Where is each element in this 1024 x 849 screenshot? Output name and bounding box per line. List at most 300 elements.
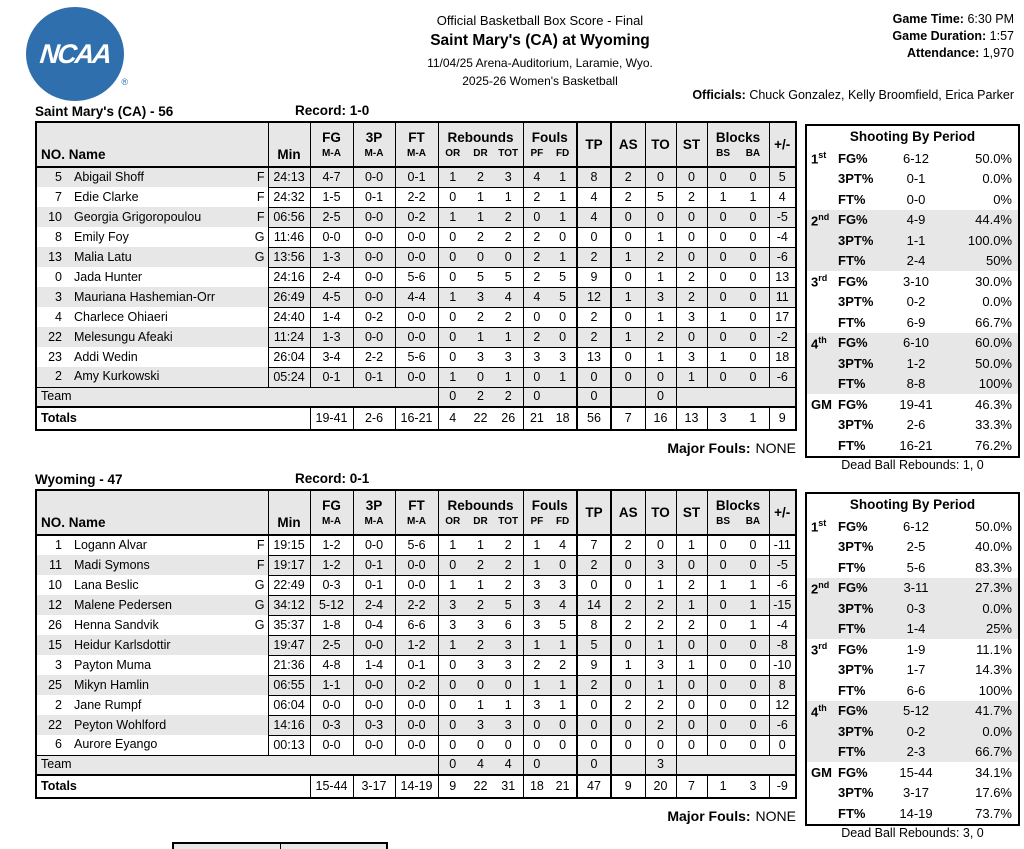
shooting-stat-row bbox=[807, 435, 1018, 456]
total-points: 0 bbox=[577, 695, 611, 715]
col-or: OR bbox=[445, 516, 461, 527]
personal-fouls: 2 bbox=[533, 229, 541, 244]
player-number: 7 bbox=[36, 187, 70, 207]
shooting-made-attempted: 6-10 bbox=[902, 335, 930, 351]
three-pt-made-attempted: 0-0 bbox=[353, 675, 395, 695]
shooting-stat-row bbox=[807, 537, 1018, 558]
player-row bbox=[36, 227, 796, 247]
shooting-percentage: 50% bbox=[985, 253, 1012, 269]
player-name-cell bbox=[70, 247, 268, 267]
fg-made-attempted: 1-1 bbox=[310, 675, 353, 695]
assists: 0 bbox=[611, 227, 645, 247]
fg-made-attempted: 1-2 bbox=[310, 555, 353, 575]
total-rebounds: 3 bbox=[504, 717, 512, 732]
steals: 2 bbox=[676, 575, 707, 595]
total-rebounds: 5 bbox=[504, 269, 512, 284]
col-fg-label: FG bbox=[322, 130, 341, 145]
fouls-cell bbox=[523, 595, 577, 615]
shooting-percentage: 100% bbox=[978, 682, 1012, 698]
rebounds-cell bbox=[438, 555, 523, 575]
turnovers: 2 bbox=[645, 715, 676, 735]
turnovers: 1 bbox=[645, 635, 676, 655]
personal-fouls: 0 bbox=[533, 209, 541, 224]
ft-made-attempted: 0-0 bbox=[395, 715, 438, 735]
shooting-stat-label: 3PT% bbox=[838, 294, 874, 310]
total-rebounds: 31 bbox=[501, 779, 516, 793]
steals: 0 bbox=[676, 327, 707, 347]
offensive-rebounds: 0 bbox=[449, 737, 457, 752]
shooting-made-attempted: 2-5 bbox=[906, 539, 926, 555]
assists: 0 bbox=[611, 367, 645, 387]
total-points: 2 bbox=[577, 327, 611, 347]
fouls-cell bbox=[523, 655, 577, 675]
shooting-percentage: 0% bbox=[993, 191, 1012, 207]
col-rebounds-subs bbox=[439, 516, 523, 527]
personal-fouls: 2 bbox=[533, 249, 541, 264]
minutes-played: 00:13 bbox=[268, 735, 310, 755]
team-row-label: Team bbox=[36, 755, 438, 775]
blocked-shots: 0 bbox=[719, 597, 727, 612]
fg-made-attempted: 2-4 bbox=[310, 267, 353, 287]
fg-made-attempted: 0-0 bbox=[310, 695, 353, 715]
shooting-percentage: 0.0% bbox=[982, 294, 1012, 310]
blocks-cell bbox=[707, 307, 769, 327]
personal-fouls: 0 bbox=[533, 757, 541, 772]
personal-fouls: 3 bbox=[533, 697, 541, 712]
offensive-rebounds: 0 bbox=[449, 229, 457, 244]
period-label bbox=[807, 273, 838, 289]
player-name: Malia Latu bbox=[74, 249, 132, 264]
player-position: G bbox=[254, 577, 265, 592]
shooting-percentage: 50.0% bbox=[975, 518, 1012, 534]
minutes-played: 11:46 bbox=[268, 227, 310, 247]
player-position: F bbox=[256, 538, 265, 552]
player-name: Abigail Shoff bbox=[74, 170, 144, 184]
fg-made-attempted: 4-8 bbox=[310, 655, 353, 675]
assists bbox=[611, 755, 645, 775]
col-dr: DR bbox=[473, 148, 488, 159]
shooting-stat-label: 3PT% bbox=[838, 232, 874, 248]
minutes-played: 05:24 bbox=[268, 367, 310, 387]
fg-made-attempted: 15-44 bbox=[310, 775, 353, 798]
period-number: GM bbox=[811, 764, 832, 780]
fouls-drawn: 18 bbox=[555, 411, 570, 425]
minutes-played: 06:04 bbox=[268, 695, 310, 715]
fouls-cell bbox=[523, 715, 577, 735]
ft-made-attempted: 1-2 bbox=[395, 635, 438, 655]
shooting-stat-label: FT% bbox=[838, 253, 866, 269]
defensive-rebounds: 2 bbox=[477, 557, 484, 572]
minutes-played: 06:55 bbox=[268, 675, 310, 695]
defensive-rebounds: 1 bbox=[477, 697, 484, 712]
col-ft bbox=[395, 122, 438, 167]
shooting-percentage: 50.0% bbox=[975, 150, 1012, 166]
col-blocks-label: Blocks bbox=[715, 130, 761, 145]
player-name: Madi Symons bbox=[74, 557, 150, 572]
fouls-cell bbox=[523, 615, 577, 635]
period-ordinal: st bbox=[818, 150, 827, 161]
col-fg-label: FG bbox=[322, 498, 341, 513]
total-points: 8 bbox=[577, 615, 611, 635]
personal-fouls: 3 bbox=[533, 349, 541, 364]
shooting-stat-row bbox=[807, 312, 1018, 333]
steals: 1 bbox=[676, 595, 707, 615]
player-position: F bbox=[256, 170, 265, 184]
player-name: Edie Clarke bbox=[74, 189, 139, 204]
defensive-rebounds: 1 bbox=[477, 189, 484, 204]
three-pt-made-attempted: 0-0 bbox=[353, 247, 395, 267]
fouls-cell bbox=[523, 267, 577, 287]
officials-names: Chuck Gonzalez, Kelly Broomfield, Erica Parker bbox=[749, 88, 1014, 102]
plus-minus: 11 bbox=[769, 287, 796, 307]
ft-made-attempted: 0-2 bbox=[395, 675, 438, 695]
turnovers: 3 bbox=[645, 755, 676, 775]
period-label bbox=[807, 580, 838, 596]
col-fg-ma: M-A bbox=[322, 516, 341, 527]
total-rebounds: 1 bbox=[504, 189, 512, 204]
shooting-stat-label: FG% bbox=[838, 764, 868, 780]
team-header-line bbox=[35, 103, 796, 120]
assists bbox=[611, 387, 645, 407]
dead-ball-rebounds: Dead Ball Rebounds: 3, 0 bbox=[841, 826, 984, 840]
defensive-rebounds: 2 bbox=[477, 169, 484, 184]
minutes-played: 06:56 bbox=[268, 207, 310, 227]
shooting-stat-row bbox=[807, 803, 1018, 824]
col-fouls-label: Fouls bbox=[531, 498, 568, 513]
player-name: Amy Kurkowski bbox=[74, 369, 160, 384]
col-fouls-label: Fouls bbox=[531, 130, 568, 145]
col-ft-label: FT bbox=[408, 498, 425, 513]
three-pt-made-attempted: 2-6 bbox=[353, 407, 395, 430]
rebounds-cell bbox=[438, 187, 523, 207]
ft-made-attempted: 5-6 bbox=[395, 347, 438, 367]
personal-fouls: 3 bbox=[533, 597, 541, 612]
total-rebounds: 1 bbox=[504, 697, 512, 712]
defensive-rebounds: 5 bbox=[477, 269, 484, 284]
period-number: 4 bbox=[811, 335, 819, 351]
minutes-played: 19:47 bbox=[268, 635, 310, 655]
shooting-made-attempted: 8-8 bbox=[906, 376, 926, 392]
blocked-shots: 0 bbox=[719, 677, 727, 692]
report-title: Official Basketball Box Score - Final bbox=[436, 13, 644, 28]
minutes-played: 26:04 bbox=[268, 347, 310, 367]
shooting-stat-label: 3PT% bbox=[838, 723, 874, 739]
rebounds-cell bbox=[438, 367, 523, 387]
personal-fouls: 1 bbox=[533, 677, 541, 692]
shooting-stat-label: FT% bbox=[838, 805, 866, 821]
offensive-rebounds: 4 bbox=[449, 411, 457, 425]
player-number: 8 bbox=[36, 227, 70, 247]
period-ordinal: nd bbox=[818, 211, 830, 222]
plus-minus: -6 bbox=[769, 367, 796, 387]
fouls-cell bbox=[523, 367, 577, 387]
assists: 0 bbox=[611, 307, 645, 327]
blocks-against: 0 bbox=[749, 369, 757, 384]
turnovers: 1 bbox=[645, 575, 676, 595]
player-name: Lana Beslic bbox=[74, 577, 139, 592]
blocks-cell bbox=[707, 655, 769, 675]
ft-made-attempted: 0-1 bbox=[395, 167, 438, 187]
blocked-shots: 0 bbox=[719, 697, 727, 712]
totals-row bbox=[36, 407, 796, 430]
ft-made-attempted: 16-21 bbox=[395, 407, 438, 430]
player-row bbox=[36, 535, 796, 555]
shooting-stat-row bbox=[807, 701, 1018, 722]
plus-minus: 8 bbox=[769, 675, 796, 695]
total-points: 8 bbox=[577, 167, 611, 187]
shooting-made-attempted: 3-11 bbox=[903, 580, 929, 596]
game-duration-label: Game Duration: bbox=[892, 29, 987, 43]
defensive-rebounds: 2 bbox=[477, 597, 484, 612]
period-label bbox=[807, 212, 838, 228]
col-ft bbox=[395, 490, 438, 535]
shooting-stat-label: 3PT% bbox=[838, 417, 874, 433]
turnovers: 0 bbox=[645, 207, 676, 227]
three-pt-made-attempted: 3-17 bbox=[353, 775, 395, 798]
blocks-cell bbox=[707, 735, 769, 755]
fg-made-attempted: 0-3 bbox=[310, 575, 353, 595]
col-blocks bbox=[707, 122, 769, 167]
total-rebounds: 2 bbox=[504, 537, 512, 552]
ft-made-attempted: 0-0 bbox=[395, 695, 438, 715]
player-name: Payton Muma bbox=[74, 657, 152, 672]
fg-made-attempted: 5-12 bbox=[310, 595, 353, 615]
col-blocks-label: Blocks bbox=[715, 498, 761, 513]
shooting-made-attempted: 1-4 bbox=[906, 621, 926, 637]
venue-line: 11/04/25 Arena-Auditorium, Laramie, Wyo. bbox=[427, 56, 653, 70]
player-name: Malene Pedersen bbox=[74, 597, 172, 612]
offensive-rebounds: 0 bbox=[449, 757, 457, 772]
turnovers: 0 bbox=[645, 167, 676, 187]
blocked-shots: 0 bbox=[719, 269, 727, 284]
total-rebounds: 6 bbox=[504, 617, 512, 632]
total-points: 7 bbox=[577, 535, 611, 555]
shooting-stat-row bbox=[807, 721, 1018, 742]
defensive-rebounds: 3 bbox=[477, 657, 484, 672]
blocks-against: 0 bbox=[749, 289, 757, 304]
major-fouls-line bbox=[35, 808, 796, 824]
shooting-stat-row bbox=[807, 557, 1018, 578]
rebounds-cell bbox=[438, 575, 523, 595]
total-points: 9 bbox=[577, 267, 611, 287]
blocks-against: 0 bbox=[749, 229, 757, 244]
period-ordinal: th bbox=[818, 702, 827, 713]
shooting-stat-row bbox=[807, 333, 1018, 354]
player-position: G bbox=[254, 229, 265, 244]
player-row bbox=[36, 695, 796, 715]
minutes-played: 24:16 bbox=[268, 267, 310, 287]
season-line: 2025-26 Women's Basketball bbox=[462, 74, 618, 88]
shooting-made-attempted: 2-4 bbox=[906, 253, 926, 269]
player-position: F bbox=[256, 189, 265, 204]
player-name-cell bbox=[70, 227, 268, 247]
col-plus-minus: +/- bbox=[769, 122, 796, 167]
steals: 3 bbox=[676, 347, 707, 367]
player-name-cell bbox=[70, 207, 268, 227]
shooting-by-period-panel bbox=[805, 124, 1020, 458]
blocks-against: 0 bbox=[749, 309, 757, 324]
box-score-table bbox=[35, 121, 797, 431]
col-fouls-subs bbox=[524, 148, 577, 159]
plus-minus: -5 bbox=[769, 555, 796, 575]
steals: 7 bbox=[676, 775, 707, 798]
col-rebounds bbox=[438, 490, 523, 535]
team-row-label: Team bbox=[36, 387, 438, 407]
blocks-cell bbox=[707, 575, 769, 595]
col-rebounds-label: Rebounds bbox=[447, 498, 514, 513]
player-row bbox=[36, 655, 796, 675]
shooting-percentage: 40.0% bbox=[975, 539, 1012, 555]
rebounds-cell bbox=[438, 735, 523, 755]
steals: 0 bbox=[676, 167, 707, 187]
blocks-against: 0 bbox=[749, 169, 757, 184]
shooting-percentage: 73.7% bbox=[975, 805, 1012, 821]
rebounds-cell bbox=[438, 755, 523, 775]
plus-minus: -6 bbox=[769, 715, 796, 735]
turnovers: 5 bbox=[645, 187, 676, 207]
col-ft-ma: M-A bbox=[407, 516, 426, 527]
shooting-stat-row bbox=[807, 578, 1018, 599]
blocks-cell bbox=[707, 695, 769, 715]
fouls-drawn: 4 bbox=[559, 597, 567, 612]
three-pt-made-attempted: 0-1 bbox=[353, 555, 395, 575]
steals: 0 bbox=[676, 715, 707, 735]
three-pt-made-attempted: 0-0 bbox=[353, 167, 395, 187]
steals: 0 bbox=[676, 695, 707, 715]
plus-minus: 5 bbox=[769, 167, 796, 187]
plus-minus: -6 bbox=[769, 247, 796, 267]
period-label bbox=[807, 641, 838, 657]
shooting-made-attempted: 15-44 bbox=[899, 764, 933, 780]
total-points: 2 bbox=[577, 247, 611, 267]
player-name-cell bbox=[70, 307, 268, 327]
blocks-cell bbox=[707, 555, 769, 575]
plus-minus: 12 bbox=[769, 695, 796, 715]
three-pt-made-attempted: 0-0 bbox=[353, 635, 395, 655]
plus-minus: -4 bbox=[769, 615, 796, 635]
offensive-rebounds: 0 bbox=[449, 189, 457, 204]
blocks-against: 0 bbox=[749, 269, 757, 284]
player-name-cell bbox=[70, 287, 268, 307]
team-record: Record: 0-1 bbox=[295, 471, 370, 486]
blocks-cell bbox=[707, 675, 769, 695]
steals: 0 bbox=[676, 735, 707, 755]
shooting-made-attempted: 6-12 bbox=[902, 150, 930, 166]
rebounds-cell bbox=[438, 675, 523, 695]
player-number: 25 bbox=[36, 675, 70, 695]
rebounds-cell bbox=[438, 207, 523, 227]
minutes-played: 35:37 bbox=[268, 615, 310, 635]
player-name: Charlece Ohiaeri bbox=[74, 309, 168, 324]
personal-fouls: 0 bbox=[533, 309, 541, 324]
blocked-shots: 1 bbox=[719, 779, 727, 793]
shooting-stat-label: FT% bbox=[838, 314, 866, 330]
offensive-rebounds: 0 bbox=[449, 557, 457, 572]
turnovers: 3 bbox=[645, 555, 676, 575]
defensive-rebounds: 0 bbox=[477, 369, 484, 384]
three-pt-made-attempted: 0-0 bbox=[353, 207, 395, 227]
shooting-percentage: 76.2% bbox=[975, 437, 1012, 453]
shooting-made-attempted: 6-6 bbox=[906, 682, 926, 698]
shooting-stat-row bbox=[807, 415, 1018, 436]
steals: 0 bbox=[676, 247, 707, 267]
shooting-percentage: 41.7% bbox=[975, 703, 1012, 719]
shooting-stat-row bbox=[807, 783, 1018, 804]
shooting-made-attempted: 0-2 bbox=[906, 294, 926, 310]
shooting-percentage: 50.0% bbox=[975, 355, 1012, 371]
defensive-rebounds: 3 bbox=[477, 617, 484, 632]
col-st: ST bbox=[676, 122, 707, 167]
blocked-shots: 1 bbox=[719, 309, 727, 324]
shooting-panel-body bbox=[807, 516, 1018, 824]
game-duration-line bbox=[892, 28, 1014, 45]
shooting-made-attempted: 1-1 bbox=[906, 232, 926, 248]
offensive-rebounds: 1 bbox=[449, 289, 457, 304]
plus-minus: 0 bbox=[769, 735, 796, 755]
defensive-rebounds: 22 bbox=[473, 779, 488, 793]
blocks-against: 0 bbox=[749, 677, 757, 692]
period-number: 2 bbox=[811, 580, 819, 596]
player-name: Mauriana Hashemian-Orr bbox=[74, 289, 216, 304]
shooting-made-attempted: 1-7 bbox=[906, 662, 926, 678]
plus-minus: -2 bbox=[769, 327, 796, 347]
shooting-stat-label: FT% bbox=[838, 744, 866, 760]
blocks-cell bbox=[707, 367, 769, 387]
three-pt-made-attempted: 0-0 bbox=[353, 227, 395, 247]
personal-fouls: 0 bbox=[533, 717, 541, 732]
col-bs: BS bbox=[716, 148, 731, 159]
shooting-stat-row bbox=[807, 660, 1018, 681]
shooting-stat-row bbox=[807, 394, 1018, 415]
turnovers: 0 bbox=[645, 367, 676, 387]
period-number: 1 bbox=[811, 151, 819, 167]
total-points: 4 bbox=[577, 187, 611, 207]
rebounds-cell bbox=[438, 655, 523, 675]
minutes-played: 14:16 bbox=[268, 715, 310, 735]
blocks-against: 0 bbox=[749, 717, 757, 732]
col-3p-ma: M-A bbox=[364, 148, 384, 159]
shooting-made-attempted: 5-6 bbox=[906, 559, 926, 575]
col-3p-label: 3P bbox=[365, 130, 383, 145]
total-rebounds: 2 bbox=[504, 309, 512, 324]
steals: 2 bbox=[676, 615, 707, 635]
blocks-cell bbox=[707, 595, 769, 615]
total-rebounds: 2 bbox=[504, 229, 512, 244]
player-position: G bbox=[254, 249, 265, 264]
assists: 1 bbox=[611, 327, 645, 347]
attendance-value: 1,970 bbox=[982, 46, 1014, 60]
offensive-rebounds: 0 bbox=[449, 249, 457, 264]
blocked-shots: 0 bbox=[719, 657, 727, 672]
offensive-rebounds: 1 bbox=[449, 637, 457, 652]
major-fouls-line bbox=[35, 440, 796, 456]
player-name: Jane Rumpf bbox=[74, 697, 142, 712]
player-number: 2 bbox=[36, 695, 70, 715]
ft-made-attempted: 4-4 bbox=[395, 287, 438, 307]
shooting-stat-label: FG% bbox=[838, 150, 868, 166]
player-name-cell bbox=[70, 675, 268, 695]
blocks-against: 0 bbox=[749, 329, 757, 344]
player-number: 13 bbox=[36, 247, 70, 267]
shooting-stat-row bbox=[807, 619, 1018, 640]
registered-trademark-icon: ® bbox=[121, 77, 128, 87]
turnovers: 20 bbox=[645, 775, 676, 798]
shooting-stat-row bbox=[807, 639, 1018, 660]
ft-made-attempted: 2-2 bbox=[395, 595, 438, 615]
ft-made-attempted: 0-2 bbox=[395, 207, 438, 227]
blocks-against: 0 bbox=[749, 737, 757, 752]
ft-made-attempted: 5-6 bbox=[395, 535, 438, 555]
